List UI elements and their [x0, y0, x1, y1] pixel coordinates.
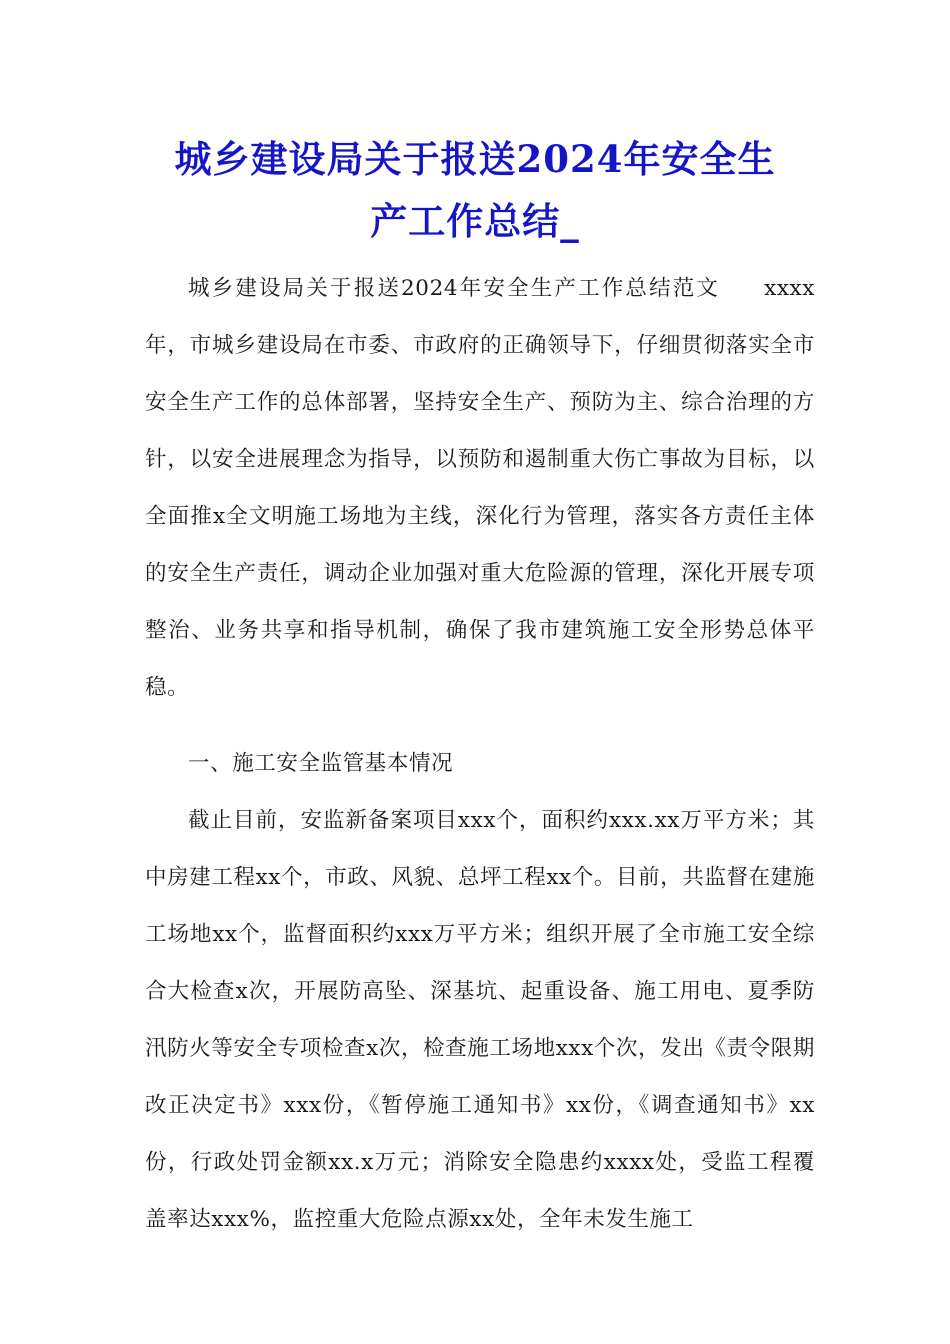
document-body [145, 260, 815, 1267]
intro-lead: 城乡建设局关于报送2024年安全生产工作总结范文 [188, 276, 721, 301]
intro-body: xxxx年，市城乡建设局在市委、市政府的正确领导下，仔细贯彻落实全市安全生产工作的总体部署，坚持安全生产、预防为主、综合治理的方针，以安全进展理念为指导，以预防和遏制重大伤亡事故为目标，以全面推x全文明施工场地为主线，深化行为管理，落实各方责任主体的安全生产责任，调动企业加强对重大危险源的管理，深化开展专项整治、业务共享和指导机制，确保了我市建筑施工安全形势总体平稳。 [145, 276, 815, 700]
title-line-2: 产工作总结_ [370, 199, 580, 243]
paragraph-section-1: 截止目前，安监新备案项目xxx个，面积约xxx.xx万平方米；其中房建工程xx个，市政、风貌、总坪工程xx个。目前，共监督在建施工场地xx个，监督面积约xxx万平方米；组织开展了全市施工安全综合大检查x次，开展防高坠、深基坑、起重设备、施工用电、夏季防汛防火等安全专项检查x次，检查施工场地xxx个次，发出《责令限期改正决定书》xxx份，《暂停施工通知书》xx份，《调查通知书》xx份，行政处罚金额xx.x万元；消除安全隐患约xxxx处，受监工程覆盖率达xxx%，监控重大危险点源xx处，全年未发生施工 [145, 808, 815, 1232]
section-heading-1: 一、施工安全监管基本情况 [188, 751, 454, 776]
paragraph-intro [145, 260, 815, 716]
title-line-1: 城乡建设局关于报送2024年安全生 [174, 137, 776, 181]
document-title [120, 128, 830, 252]
